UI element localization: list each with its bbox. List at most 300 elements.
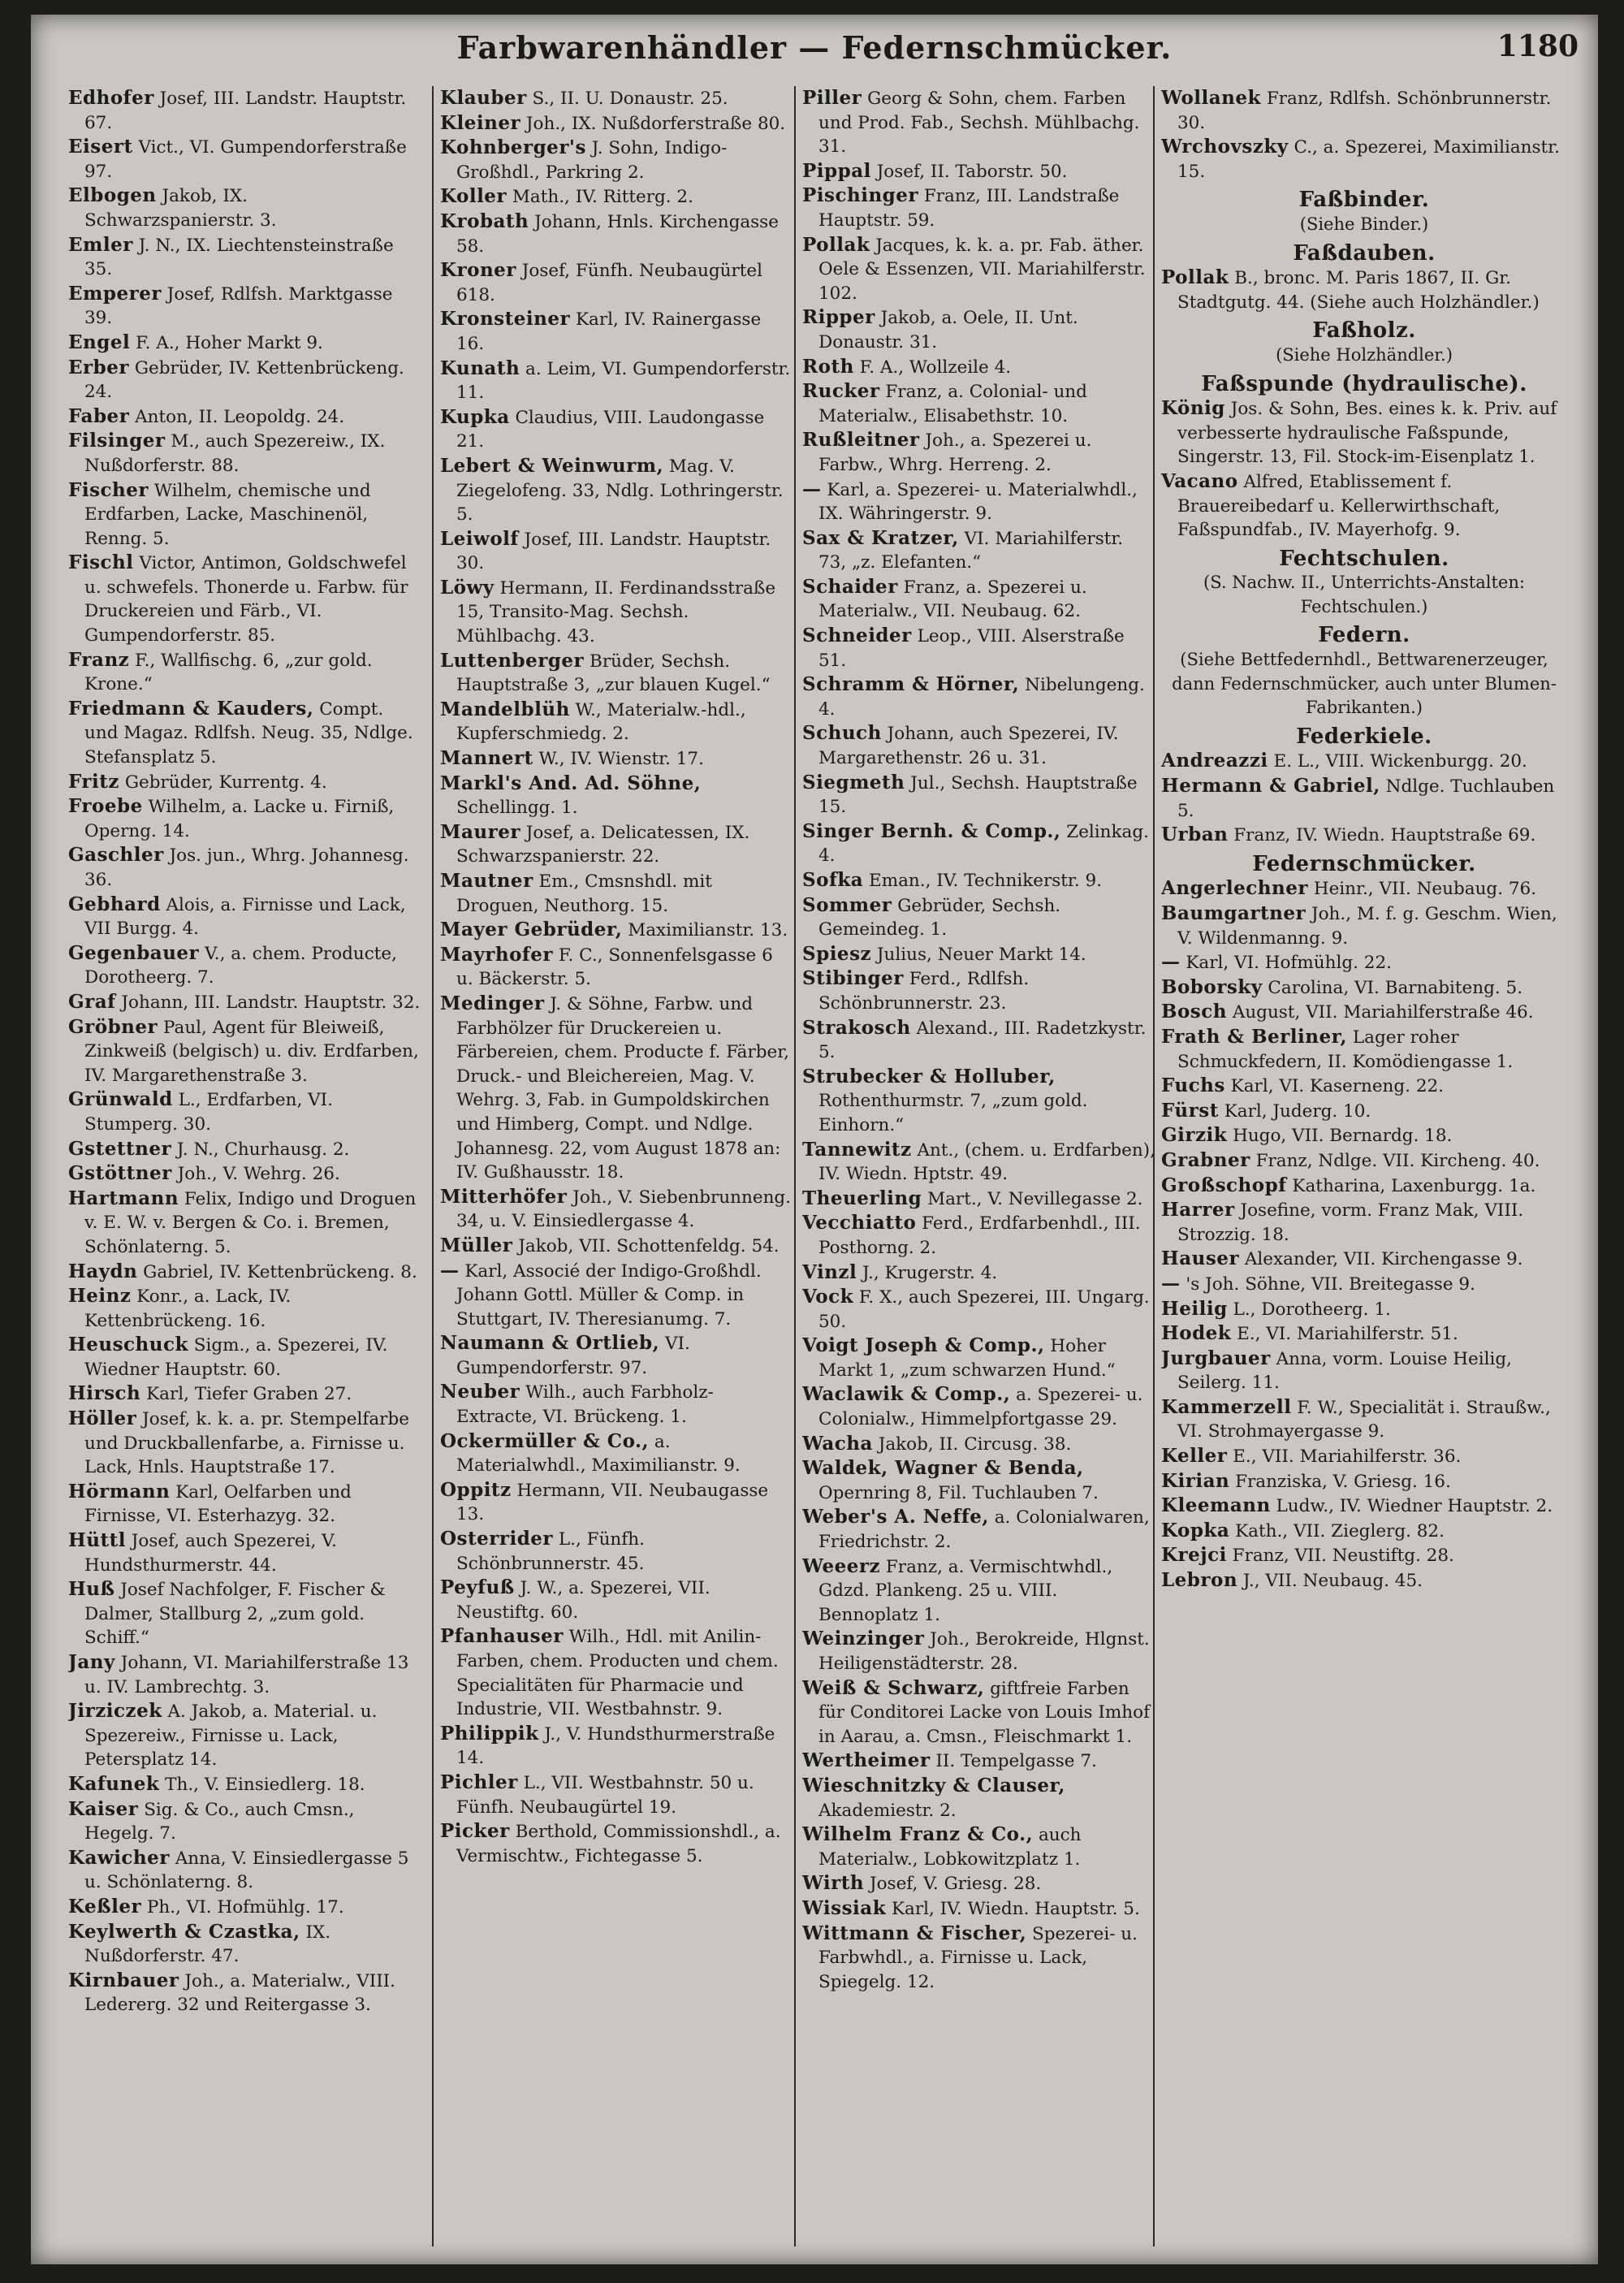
entry-details: Jos. jun., Whrg. Johannesg. 36.	[84, 845, 409, 890]
entry-details: Math., IV. Ritterg. 2.	[512, 187, 693, 208]
entry-details: J. N., IX. Liechtensteinstraße 35.	[84, 235, 394, 280]
entry-details: Gebrüder, Sechsh. Gemeindeg. 1.	[818, 895, 1061, 940]
entry-name: Kleiner	[440, 111, 521, 134]
entry-details: Leop., VIII. Alserstraße 51.	[818, 626, 1125, 671]
directory-entry	[802, 819, 1156, 868]
directory-entry	[68, 1577, 422, 1650]
entry-name: Fuchs	[1161, 1074, 1225, 1097]
directory-entry	[440, 454, 794, 527]
entry-name: Kunath	[440, 357, 520, 379]
section-heading: Federn.	[1318, 623, 1410, 648]
entry-name: Mandelblüh	[440, 698, 570, 720]
entry-name: Luttenberger	[440, 649, 585, 672]
directory-entry	[802, 942, 1156, 967]
entry-details: Karl, a. Spezerei- u. Materialwhdl., IX. Währingerstr. 9.	[818, 479, 1138, 525]
entry-name: Fischer	[68, 478, 149, 501]
entry-details: Kath., VII. Zieglerg. 82.	[1235, 1520, 1445, 1541]
directory-entry	[802, 526, 1156, 575]
entry-name: Oppitz	[440, 1478, 512, 1501]
directory-entry	[1161, 876, 1567, 902]
entry-name: Gstettner	[68, 1137, 172, 1160]
column-3	[802, 86, 1156, 2246]
entry-details: Joh., Berokreide, Hlgnst. Heiligenstädterstr. 28.	[818, 1629, 1150, 1674]
entry-name: Osterrider	[440, 1528, 554, 1550]
entry-details: Joh., V. Siebenbrunneng. 34, u. V. Einsiedlergasse 4.	[456, 1187, 792, 1232]
directory-entry	[68, 843, 422, 892]
entry-details: IX. Nußdorferstr. 47.	[84, 1922, 331, 1967]
entry-name: Sommer	[802, 893, 892, 916]
entry-details: August, VII. Mariahilferstraße 46.	[1232, 1002, 1534, 1023]
directory-entry	[802, 672, 1156, 721]
entry-name: Singer Bernh. & Comp.,	[802, 819, 1061, 842]
entry-name: Lebron	[1161, 1569, 1238, 1592]
directory-entry	[440, 527, 794, 576]
entry-details: Nibelungeng. 4.	[818, 675, 1145, 720]
entry-name: Gegenbauer	[68, 941, 200, 964]
section-note: (Siehe Bettfedernhdl., Bettwarenerzeuger, dann Federnschmücker, auch unter Blumen-Fabrikanten.)	[1172, 650, 1557, 718]
directory-entry	[68, 404, 422, 430]
directory-entry	[1161, 1297, 1567, 1322]
entry-name: Wollanek	[1161, 87, 1261, 109]
entry-name: Voigt Joseph & Comp.,	[802, 1334, 1045, 1357]
entry-details: B., bronc. M. Paris 1867, II. Gr. Stadtgutg. 44. (Siehe auch Holzhändler.)	[1177, 268, 1540, 313]
directory-entry	[68, 1772, 422, 1797]
entry-name: Roth	[802, 355, 854, 378]
entry-details: Vict., VI. Gumpendorferstraße 97.	[84, 137, 407, 182]
entry-name: Heuschuck	[68, 1334, 188, 1356]
entry-details: a. Spezerei- u. Colonialw., Himmelpfortgasse 29.	[818, 1385, 1143, 1430]
entry-details: Jakob, VII. Schottenfeldg. 54.	[518, 1235, 780, 1256]
entry-name: Keylwerth & Czastka,	[68, 1920, 300, 1943]
entry-details: Anna, vorm. Louise Heilig, Seilerg. 11.	[1177, 1348, 1512, 1394]
directory-entry	[802, 1774, 1156, 1823]
entry-details: Em., Cmsnshdl. mit Droguen, Neuthorg. 15.	[456, 871, 712, 916]
entry-name: Heilig	[1161, 1297, 1228, 1320]
directory-entry	[440, 698, 794, 746]
directory-entry	[440, 136, 794, 184]
directory-entry	[802, 868, 1156, 893]
entry-details: Josef, Fünfh. Neubaugürtel 618.	[456, 261, 762, 305]
entry-details: giftfreie Farben für Conditorei Lacke von Louis Imhof in Aarau, a. Cmsn., Fleischmarkt 1.	[818, 1678, 1151, 1747]
entry-name: Waclawik & Comp.,	[802, 1383, 1011, 1406]
entry-name: Franz	[68, 648, 130, 671]
entry-name: Kronsteiner	[440, 308, 571, 331]
entry-name: Vinzl	[802, 1260, 857, 1283]
entry-details: Gebrüder, IV. Kettenbrückeng. 24.	[84, 357, 404, 403]
entry-details: VI. Mariahilferstr. 73, „z. Elefanten.“	[818, 528, 1124, 573]
entry-details: Johann, III. Landstr. Hauptstr. 32.	[121, 992, 421, 1013]
entry-name: Hörmann	[68, 1480, 171, 1503]
directory-entry	[1161, 823, 1567, 848]
entry-details: Wilh., auch Farbholz-Extracte, VI. Brückeng. 1.	[456, 1382, 714, 1428]
entry-name: Ockermüller & Co.,	[440, 1429, 650, 1452]
entry-details: Franz, Rdlfsh. Schönbrunnerstr. 30.	[1177, 89, 1552, 133]
entry-details: L., VII. Westbahnstr. 50 u. Fünfh. Neubaugürtel 19.	[456, 1772, 754, 1818]
directory-entry	[802, 1285, 1156, 1334]
entry-name: Mannert	[440, 747, 533, 770]
directory-entry	[1161, 135, 1567, 184]
entry-details: Wilh., Hdl. mit Anilin-Farben, chem. Producten und chem. Specialitäten für Pharmacie und Industrie, VII. Westbahnstr. 9.	[456, 1627, 779, 1720]
directory-entry	[802, 1260, 1156, 1286]
entry-details: W., IV. Wienstr. 17.	[538, 749, 704, 770]
entry-details: Franziska, V. Griesg. 16.	[1235, 1471, 1451, 1492]
entry-name: Neuber	[440, 1381, 520, 1403]
entry-name: Boborsky	[1161, 975, 1263, 998]
entry-details: Josef, II. Taborstr. 50.	[876, 161, 1068, 182]
entry-details: Josef, Rdlfsh. Marktgasse 39.	[84, 283, 393, 329]
entry-name: Wirth	[802, 1872, 865, 1895]
directory-entry	[68, 1087, 422, 1136]
directory-entry	[68, 893, 422, 941]
directory-entry	[68, 1480, 422, 1528]
entry-details: II. Tempelgasse 7.	[935, 1751, 1097, 1772]
entry-name: Krejci	[1161, 1544, 1227, 1567]
entry-name: Philippik	[440, 1722, 539, 1745]
entry-name: Mayer Gebrüder,	[440, 919, 623, 941]
entry-name: Koller	[440, 185, 508, 208]
directory-entry	[1161, 1321, 1567, 1347]
directory-entry	[68, 648, 422, 697]
entry-details: A. Jakob, a. Material. u. Spezereiw., Firnisse u. Lack, Petersplatz 14.	[84, 1701, 378, 1771]
entry-name: Lebert & Weinwurm,	[440, 454, 664, 477]
entry-name: Pippal	[802, 159, 871, 182]
directory-entry	[440, 1380, 794, 1429]
directory-entry	[440, 1819, 794, 1868]
entry-details: Ph., VI. Hofmühlg. 17.	[146, 1896, 344, 1918]
page-header	[31, 24, 1598, 73]
entry-name: Friedmann & Kauders,	[68, 697, 314, 720]
entry-name: —	[440, 1259, 460, 1282]
entry-name: Erber	[68, 356, 129, 378]
entry-name: Angerlechner	[1161, 877, 1308, 900]
entry-details: Th., V. Einsiedlerg. 18.	[165, 1774, 365, 1795]
directory-entry	[440, 746, 794, 772]
entry-details: Hermann, VII. Neubaugasse 13.	[456, 1480, 769, 1525]
directory-entry	[68, 1528, 422, 1577]
directory-entry	[68, 1284, 422, 1333]
entry-details: W., Materialw.-hdl., Kupferschmiedg. 2.	[456, 699, 746, 745]
directory-entry	[68, 331, 422, 356]
directory-entry	[440, 820, 794, 869]
entry-name: Schuch	[802, 722, 882, 745]
entry-name: Löwy	[440, 576, 495, 599]
entry-details: Franz, Ndlge. VII. Kircheng. 40.	[1255, 1150, 1540, 1171]
entry-name: Frath & Berliner,	[1161, 1025, 1348, 1048]
entry-name: Medinger	[440, 992, 545, 1014]
column-2	[440, 86, 794, 2246]
entry-name: Ripper	[802, 306, 875, 329]
entry-details: Ferd., Rdlfsh. Schönbrunnerstr. 23.	[818, 969, 1030, 1014]
entry-name: Faber	[68, 404, 130, 427]
entry-name: Weber's A. Neffe,	[802, 1506, 989, 1528]
entry-details: Josef, III. Landstr. Hauptstr. 67.	[84, 89, 407, 133]
page-number: 1180	[1497, 29, 1579, 63]
directory-entry	[802, 86, 1156, 159]
entry-name: Stibinger	[802, 967, 904, 990]
entry-details: Heinr., VII. Neubaug. 76.	[1313, 879, 1537, 900]
entry-details: L., Fünfh. Schönbrunnerstr. 45.	[456, 1529, 645, 1574]
entry-details: Ferd., Erdfarbenhdl., III. Posthorng. 2.	[818, 1213, 1141, 1258]
entry-name: Emler	[68, 233, 133, 256]
entry-details: Paul, Agent für Bleiweiß, Zinkweiß (belgisch) u. div. Erdfarben, IV. Margarethenstraße 3.	[84, 1017, 419, 1086]
directory-entry	[802, 575, 1156, 624]
entry-name: Wieschnitzky & Clauser,	[802, 1774, 1065, 1797]
directory-entry	[1161, 1099, 1567, 1124]
entry-details: Alois, a. Firnisse und Lack, VII Burgg. 4.	[84, 894, 406, 940]
directory-entry	[1161, 1025, 1567, 1074]
directory-entry	[440, 86, 794, 111]
entry-name: Urban	[1161, 824, 1229, 846]
directory-entry	[802, 1823, 1156, 1871]
entry-name: Mayrhofer	[440, 943, 554, 966]
entry-name: Spiesz	[802, 942, 872, 965]
directory-page	[31, 15, 1598, 2264]
entry-details: L., Erdfarben, VI. Stumperg. 30.	[84, 1090, 334, 1135]
entry-name: Emperer	[68, 282, 162, 305]
entry-name: Kroner	[440, 259, 516, 282]
directory-entry	[440, 357, 794, 405]
entry-details: Josef Nachfolger, F. Fischer & Dalmer, Stallburg 2, „zum gold. Schiff.“	[84, 1580, 386, 1649]
entry-details: Katharina, Laxenburgg. 1a.	[1292, 1175, 1536, 1196]
entry-name: Wissiak	[802, 1896, 887, 1919]
directory-entry	[802, 1334, 1156, 1382]
entry-name: Baumgartner	[1161, 902, 1307, 924]
directory-entry	[440, 1527, 794, 1576]
directory-entry	[68, 1699, 422, 1772]
directory-entry	[68, 794, 422, 843]
entry-details: Claudius, VIII. Laudongasse 21.	[456, 407, 765, 452]
entry-details: Ant., (chem. u. Erdfarben), IV. Wiedn. Hptstr. 49.	[818, 1139, 1155, 1185]
directory-entry	[68, 233, 422, 282]
entry-name: Markl's And. Ad. Söhne,	[440, 772, 702, 794]
directory-entry	[440, 943, 794, 992]
directory-entry	[440, 405, 794, 454]
entry-name: Fischl	[68, 551, 134, 574]
entry-details: J. & Söhne, Farbw. und Farbhölzer für Druckereien u. Färbereien, chem. Producte f. Färber, Druck.- und Bleichereien, Mag. V. Wehrg. 3, Fab. in Gumpoldskirchen und Himberg, Compt. und Ndlge. Johannesg. 22, vom August 1878 an: IV. Gußhausstr. 18.	[456, 993, 790, 1183]
directory-entry	[1161, 1494, 1567, 1519]
directory-entry	[68, 1797, 422, 1846]
entry-name: Strakosch	[802, 1016, 911, 1039]
directory-entry	[440, 1259, 794, 1332]
directory-entry	[802, 1627, 1156, 1675]
entry-name: Großschopf	[1161, 1174, 1287, 1196]
directory-entry	[802, 355, 1156, 380]
entry-name: Pichler	[440, 1771, 518, 1793]
entry-details: Sig. & Co., auch Cmsn., Hegelg. 7.	[84, 1799, 355, 1844]
entry-details: Johann, auch Spezerei, IV. Margarethenstr. 26 u. 31.	[818, 724, 1119, 769]
entry-name: Hauser	[1161, 1247, 1240, 1270]
entry-name: Edhofer	[68, 87, 154, 109]
entry-name: Engel	[68, 331, 131, 353]
entry-details: Franz, IV. Wiedn. Hauptstraße 69.	[1233, 825, 1536, 846]
directory-entry	[1161, 1247, 1567, 1272]
entry-details: Anna, V. Einsiedlergasse 5 u. Schönlaterng. 8.	[84, 1848, 409, 1893]
entry-name: Girzik	[1161, 1124, 1228, 1147]
entry-name: Harrer	[1161, 1199, 1235, 1221]
directory-entry	[1161, 902, 1567, 950]
directory-entry	[68, 1260, 422, 1285]
entry-name: Weeerz	[802, 1554, 881, 1577]
entry-details: Compt. und Magaz. Rdlfsh. Neug. 35, Ndlge. Stefansplatz 5.	[84, 698, 413, 768]
entry-name: Vock	[802, 1286, 854, 1308]
entry-details: Ludw., IV. Wiedner Hauptstr. 2.	[1276, 1496, 1553, 1517]
entry-name: Theuerling	[802, 1187, 922, 1209]
directory-entry	[1161, 950, 1567, 975]
entry-details: Hermann, II. Ferdinandsstraße 15, Transito-Mag. Sechsh. Mühlbachg. 43.	[456, 577, 776, 647]
directory-entry	[440, 1429, 794, 1478]
entry-name: Pischinger	[802, 184, 918, 207]
directory-entry	[802, 1065, 1156, 1138]
directory-entry	[68, 1333, 422, 1381]
directory-entry	[1161, 396, 1567, 469]
column-1	[68, 86, 422, 2246]
entry-name: Schramm & Hörner,	[802, 673, 1020, 696]
entry-name: Haydn	[68, 1260, 138, 1282]
entry-name: Fritz	[68, 770, 119, 793]
directory-entry	[68, 1969, 422, 2017]
directory-entry	[68, 1381, 422, 1407]
entry-details: J. N., Churhausg. 2.	[176, 1139, 350, 1160]
entry-name: Grünwald	[68, 1088, 173, 1111]
directory-entry	[802, 893, 1156, 942]
entry-details: Karl, Tiefer Graben 27.	[146, 1384, 352, 1405]
entry-name: Weiß & Schwarz,	[802, 1676, 985, 1699]
entry-name: Gaschler	[68, 844, 164, 867]
entry-name: Strubecker & Holluber,	[802, 1065, 1056, 1087]
directory-entry	[68, 478, 422, 551]
entry-name: Müller	[440, 1234, 513, 1256]
entry-name: Filsinger	[68, 430, 166, 452]
entry-name: Keßler	[68, 1895, 142, 1918]
entry-name: Kirian	[1161, 1469, 1230, 1492]
directory-entry	[802, 1382, 1156, 1431]
entry-name: Bosch	[1161, 1001, 1227, 1023]
entry-name: Hüttl	[68, 1529, 126, 1552]
entry-name: Hermann & Gabriel,	[1161, 775, 1380, 798]
entry-details: Joh., a. Materialw., VIII. Ledererg. 32 und Reitergasse 3.	[84, 1970, 396, 2016]
entry-name: Heinz	[68, 1285, 132, 1308]
entry-details: F., Wallfischg. 6, „zur gold. Krone.“	[84, 650, 373, 695]
section-note: (Siehe Binder.)	[1299, 214, 1429, 234]
entry-details: Joh., M. f. g. Geschm. Wien, V. Wildenmanng. 9.	[1177, 904, 1557, 949]
entry-details: Johann, VI. Mariahilferstraße 13 u. IV. Lambrechtg. 3.	[84, 1653, 409, 1697]
directory-entry	[802, 379, 1156, 428]
entry-details: Konr., a. Lack, IV. Kettenbrückeng. 16.	[84, 1286, 292, 1331]
section-heading: Faßdauben.	[1293, 240, 1436, 266]
directory-entry	[68, 1161, 422, 1187]
entry-details: Carolina, VI. Barnabiteng. 5.	[1268, 977, 1523, 998]
directory-entry	[802, 1211, 1156, 1260]
entry-details: Gebrüder, Kurrentg. 4.	[124, 772, 327, 793]
entry-name: Klauber	[440, 87, 527, 109]
entry-details: Hugo, VII. Bernardg. 18.	[1233, 1126, 1453, 1147]
entry-details: E., VII. Mariahilferstr. 36.	[1233, 1446, 1462, 1468]
directory-entry	[1161, 1148, 1567, 1174]
entry-name: Gröbner	[68, 1015, 158, 1038]
entry-details: a. Colonialwaren, Friedrichstr. 2.	[818, 1507, 1150, 1553]
entry-name: Maurer	[440, 820, 520, 843]
directory-entry	[1161, 1174, 1567, 1199]
entry-name: Jirziczek	[68, 1700, 162, 1723]
directory-entry	[68, 1187, 422, 1260]
directory-entry	[440, 772, 794, 820]
entry-name: —	[1161, 1272, 1181, 1295]
entry-details: Maximilianstr. 13.	[628, 920, 788, 941]
entry-details: Eman., IV. Technikerstr. 9.	[869, 871, 1103, 891]
directory-entry	[68, 282, 422, 331]
directory-entry	[802, 1432, 1156, 1457]
entry-details: a. Materialwhdl., Maximilianstr. 9.	[456, 1431, 741, 1477]
entry-name: Schneider	[802, 625, 912, 647]
entry-details: Jul., Sechsh. Hauptstraße 15.	[818, 772, 1138, 818]
entry-details: Akademiestr. 2.	[818, 1800, 957, 1821]
directory-entry	[68, 1650, 422, 1699]
directory-entry	[1161, 1198, 1567, 1247]
directory-entry	[68, 551, 422, 647]
directory-entry	[68, 1920, 422, 1969]
entry-name: Schaider	[802, 575, 898, 598]
directory-entry	[802, 1922, 1156, 1995]
entry-name: Pollak	[802, 233, 870, 256]
directory-entry	[1161, 86, 1567, 135]
entry-name: Kleemann	[1161, 1494, 1271, 1517]
running-title: Farbwarenhändler — Federnschmücker.	[456, 29, 1173, 66]
entry-name: Pollak	[1161, 266, 1229, 289]
entry-details: Franz, a. Vermischtwhdl., Gdzd. Plankeng. 25 u. VIII. Bennoplatz 1.	[818, 1556, 1113, 1625]
entry-details: Georg & Sohn, chem. Farben und Prod. Fab., Sechsh. Mühlbachg. 31.	[818, 89, 1140, 158]
directory-entry	[1161, 749, 1567, 774]
entry-details: Opernring 8, Fil. Tuchlauben 7.	[818, 1482, 1099, 1503]
entry-name: Peyfuß	[440, 1576, 515, 1599]
entry-details: Brüder, Sechsh. Hauptstraße 3, „zur blauen Kugel.“	[456, 651, 771, 696]
entry-details: Spezerei- u. Farbwhdl., a. Firnisse u. Lack, Spiegelg. 12.	[818, 1923, 1138, 1992]
entry-name: Kafunek	[68, 1772, 160, 1795]
entry-name: Froebe	[68, 795, 143, 818]
entry-details: Victor, Antimon, Goldschwefel u. schwefels. Thonerde u. Farbw. für Druckereien und Färb., VI. Gumpendorferstr. 85.	[84, 553, 408, 646]
section-heading: Fechtschulen.	[1279, 546, 1449, 571]
directory-entry	[1161, 1347, 1567, 1395]
directory-entry	[802, 428, 1156, 477]
entry-name: Eisert	[68, 136, 133, 158]
directory-entry	[68, 86, 422, 135]
entry-name: Pfanhauser	[440, 1625, 564, 1648]
entry-name: Wertheimer	[802, 1749, 931, 1772]
entry-name: Leiwolf	[440, 527, 519, 550]
entry-details: Franz, a. Colonial- und Materialw., Elisabethstr. 10.	[818, 382, 1087, 426]
entry-details: S., II. U. Donaustr. 25.	[532, 89, 728, 109]
directory-entry	[1161, 975, 1567, 1001]
directory-entry	[1161, 1000, 1567, 1025]
directory-entry	[802, 1554, 1156, 1628]
directory-entry	[440, 576, 794, 649]
directory-entry	[440, 1624, 794, 1721]
directory-entry	[440, 992, 794, 1185]
directory-entry	[802, 966, 1156, 1015]
entry-details: Lager roher Schmuckfedern, II. Komödiengasse 1.	[1177, 1027, 1514, 1072]
directory-entry	[68, 1407, 422, 1480]
directory-entry	[802, 233, 1156, 306]
entry-details: C., a. Spezerei, Maximilianstr. 15.	[1177, 137, 1560, 182]
directory-entry	[440, 1771, 794, 1819]
entry-details: Anton, II. Leopoldg. 24.	[135, 406, 345, 427]
entry-name: Kawicher	[68, 1846, 170, 1869]
entry-details: Josefine, vorm. Franz Mak, VIII. Strozzig. 18.	[1177, 1200, 1524, 1245]
entry-name: Kaiser	[68, 1797, 139, 1820]
entry-name: Gstöttner	[68, 1162, 172, 1185]
directory-entry	[802, 1016, 1156, 1065]
entry-name: Fürst	[1161, 1099, 1219, 1122]
entry-name: Wrchovszky	[1161, 136, 1289, 158]
